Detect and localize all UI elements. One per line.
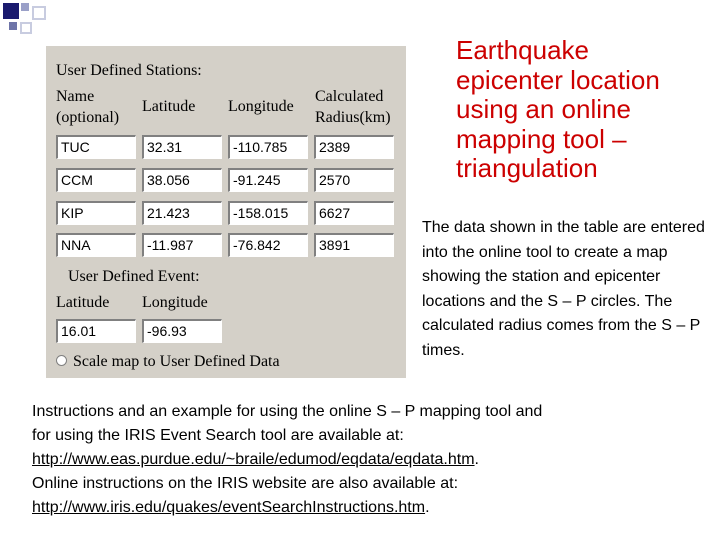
station-longitude-input[interactable]: -91.245	[228, 168, 308, 192]
decor-square-small	[21, 3, 29, 11]
station-form-panel	[46, 46, 406, 378]
title-line: mapping tool –	[456, 123, 627, 154]
station-longitude-input[interactable]: -110.785	[228, 135, 308, 159]
instructions-line: for using the IRIS Event Search tool are available at:	[32, 427, 404, 444]
event-heading: User Defined Event:	[68, 268, 200, 285]
decor-square-small	[9, 22, 17, 30]
header-radius: Calculated	[315, 88, 384, 105]
title-line: epicenter location	[456, 64, 660, 95]
station-latitude-input[interactable]: -11.987	[142, 233, 222, 257]
station-name-input[interactable]: NNA	[56, 233, 136, 257]
title-line: Earthquake	[456, 35, 589, 65]
station-longitude-input[interactable]: -158.015	[228, 201, 308, 225]
header-radius-unit: Radius(km)	[315, 109, 391, 126]
decor-square-large	[3, 3, 19, 19]
purdue-link-line	[32, 448, 702, 472]
event-latitude-label: Latitude	[56, 294, 110, 311]
header-latitude: Latitude	[142, 98, 196, 115]
station-name-input[interactable]: CCM	[56, 168, 136, 192]
header-longitude: Longitude	[228, 98, 294, 115]
station-name-input[interactable]: TUC	[56, 135, 136, 159]
iris-link[interactable]: http://www.iris.edu/quakes/eventSearchInstructions.htm	[32, 499, 426, 516]
station-latitude-input[interactable]: 38.056	[142, 168, 222, 192]
event-longitude-input[interactable]: -96.93	[142, 319, 222, 343]
iris-link-line	[32, 496, 702, 520]
stations-heading: User Defined Stations:	[56, 62, 202, 79]
station-radius-input[interactable]: 2389	[314, 135, 394, 159]
description-text: The data shown in the table are entered into the online tool to create a map showing the station and epicenter locations and the S – P circles. The calculated radius comes from the S – P times.	[422, 219, 705, 359]
scale-map-label: Scale map to User Defined Data	[73, 353, 280, 370]
event-longitude-label: Longitude	[142, 294, 208, 311]
header-name-optional: (optional)	[56, 109, 120, 126]
station-latitude-input[interactable]: 21.423	[142, 201, 222, 225]
event-latitude-input[interactable]: 16.01	[56, 319, 136, 343]
purdue-link[interactable]: http://www.eas.purdue.edu/~braile/edumod/eqdata/eqdata.htm	[32, 451, 475, 468]
station-radius-input[interactable]: 2570	[314, 168, 394, 192]
instructions	[32, 400, 702, 520]
station-radius-input[interactable]: 3891	[314, 233, 394, 257]
station-name-input[interactable]: KIP	[56, 201, 136, 225]
decor-square-outline	[32, 6, 46, 20]
station-latitude-input[interactable]: 32.31	[142, 135, 222, 159]
station-longitude-input[interactable]: -76.842	[228, 233, 308, 257]
title-line: triangulation	[456, 153, 598, 183]
instructions-line: Instructions and an example for using the online S – P mapping tool and	[32, 403, 543, 420]
station-radius-input[interactable]: 6627	[314, 201, 394, 225]
slide-title	[456, 36, 706, 184]
link-period: .	[474, 451, 479, 468]
link-period: .	[425, 499, 430, 516]
instructions-line: Online instructions on the IRIS website are also available at:	[32, 475, 459, 492]
title-line: using an online	[456, 94, 631, 124]
header-name: Name	[56, 88, 95, 105]
decor-square-outline	[20, 22, 32, 34]
scale-map-radio[interactable]	[56, 355, 67, 366]
